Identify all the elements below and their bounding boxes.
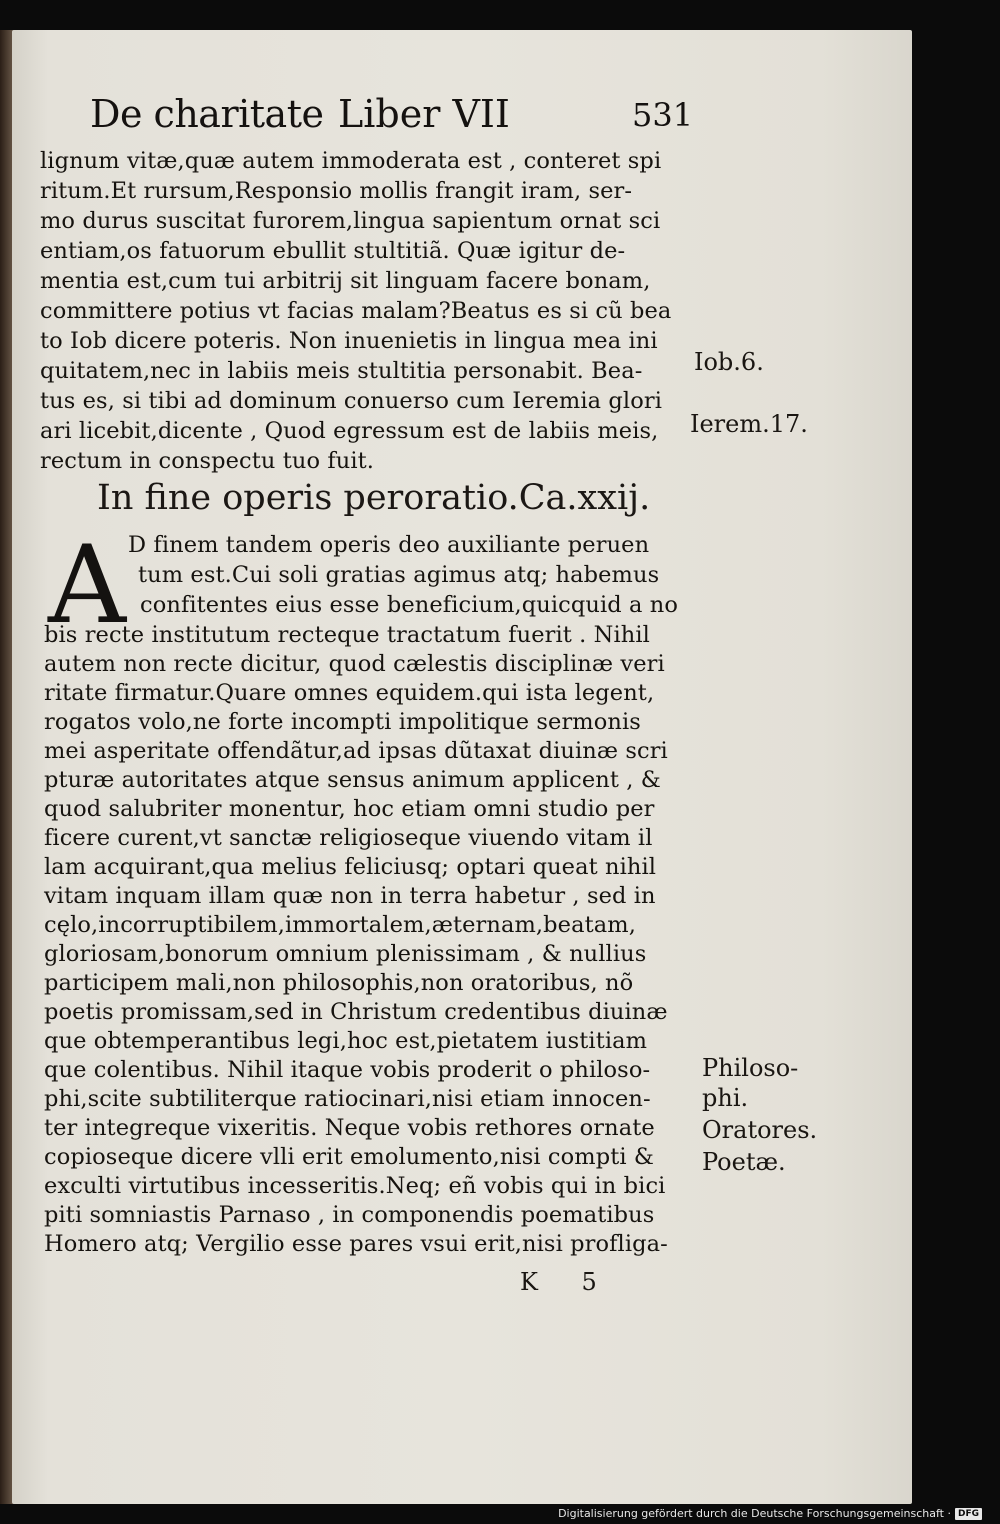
margin-note-job: Iob.6. xyxy=(694,348,764,376)
header-title: De charitate xyxy=(90,92,324,136)
text-line: phi,scite subtiliterque ratiocinari,nisi etiam innocen- xyxy=(44,1086,651,1112)
text-line: ritum.Et rursum,Responsio mollis frangit iram, ser- xyxy=(40,178,633,204)
text-line: que obtemperantibus legi,hoc est,pietatem iustitiam xyxy=(44,1028,648,1054)
margin-note-jeremiah: Ierem.17. xyxy=(690,410,808,438)
margin-note-poetae: Poetæ. xyxy=(702,1148,786,1176)
text-line: committere potius vt facias malam?Beatus es si cũ bea xyxy=(40,298,672,324)
digitization-credit xyxy=(558,1507,982,1520)
text-line: tus es, si tibi ad dominum conuerso cum Ieremia glori xyxy=(40,388,662,414)
margin-note-philosophi-cont: phi. xyxy=(702,1084,749,1112)
signature-mark: K 5 xyxy=(520,1268,615,1296)
dfg-logo: DFG xyxy=(955,1508,982,1520)
text-line: gloriosam,bonorum omnium plenissimam , & nullius xyxy=(44,941,647,967)
margin-note-oratores: Oratores. xyxy=(702,1116,818,1144)
text-line: lignum vitæ,quæ autem immoderata est , conteret spi xyxy=(40,148,662,174)
text-line: bis recte institutum recteque tractatum fuerit . Nihil xyxy=(44,622,650,648)
text-line: ari licebit,dicente , Quod egressum est de labiis meis, xyxy=(40,418,659,444)
text-line: tum est.Cui soli gratias agimus atq; habemus xyxy=(138,562,660,588)
text-line: quod salubriter monentur, hoc etiam omni studio per xyxy=(44,796,655,822)
text-line: copioseque dicere vlli erit emolumento,nisi compti & xyxy=(44,1144,655,1170)
text-line: ter integreque vixeritis. Neque vobis rethores ornate xyxy=(44,1115,655,1141)
chapter-heading: In fine operis peroratio.Ca.xxij. xyxy=(97,478,651,518)
running-header xyxy=(90,92,694,142)
text-line: lam acquirant,qua melius feliciusq; optari queat nihil xyxy=(44,854,657,880)
header-book: Liber VII xyxy=(338,92,510,136)
text-line: D finem tandem operis deo auxiliante peruen xyxy=(128,532,650,558)
text-line: rectum in conspectu tuo fuit. xyxy=(40,448,375,474)
text-line: ritate firmatur.Quare omnes equidem.qui ista legent, xyxy=(44,680,655,706)
text-line: mei asperitate offendãtur,ad ipsas dũtaxat diuinæ scri xyxy=(44,738,668,764)
text-line: exculti virtutibus incesseritis.Neq; eñ vobis qui in bici xyxy=(44,1173,666,1199)
text-line: cęlo,incorruptibilem,immortalem,æternam,beatam, xyxy=(44,912,636,938)
text-line: ficere curent,vt sanctæ religioseque viuendo vitam il xyxy=(44,825,653,851)
margin-note-philosophi: Philoso- xyxy=(702,1054,799,1082)
page-number: 531 xyxy=(632,96,694,134)
text-line: confitentes eius esse beneficium,quicquid a no xyxy=(140,592,679,618)
text-line: entiam,os fatuorum ebullit stultitiã. Quæ igitur de- xyxy=(40,238,626,264)
text-line: quitatem,nec in labiis meis stultitia personabit. Bea- xyxy=(40,358,643,384)
text-line: pturæ autoritates atque sensus animum applicent , & xyxy=(44,767,661,793)
text-line: participem mali,non philosophis,non oratoribus, nõ xyxy=(44,970,634,996)
credit-text: Digitalisierung gefördert durch die Deutsche Forschungsgemeinschaft · xyxy=(558,1507,951,1520)
text-line: piti somniastis Parnaso , in componendis poematibus xyxy=(44,1202,655,1228)
text-line: que colentibus. Nihil itaque vobis proderit o philoso- xyxy=(44,1057,651,1083)
text-line: vitam inquam illam quæ non in terra habetur , sed in xyxy=(44,883,656,909)
text-line: mo durus suscitat furorem,lingua sapientum ornat sci xyxy=(40,208,661,234)
text-line: mentia est,cum tui arbitrij sit linguam facere bonam, xyxy=(40,268,651,294)
text-line: rogatos volo,ne forte incompti impolitique sermonis xyxy=(44,709,641,735)
text-line: autem non recte dicitur, quod cælestis disciplinæ veri xyxy=(44,651,665,677)
text-line: poetis promissam,sed in Christum credentibus diuinæ xyxy=(44,999,668,1025)
drop-cap: A xyxy=(48,523,126,648)
text-line: Homero atq; Vergilio esse pares vsui erit,nisi profliga- xyxy=(44,1231,668,1257)
text-line: to Iob dicere poteris. Non inuenietis in lingua mea ini xyxy=(40,328,658,354)
